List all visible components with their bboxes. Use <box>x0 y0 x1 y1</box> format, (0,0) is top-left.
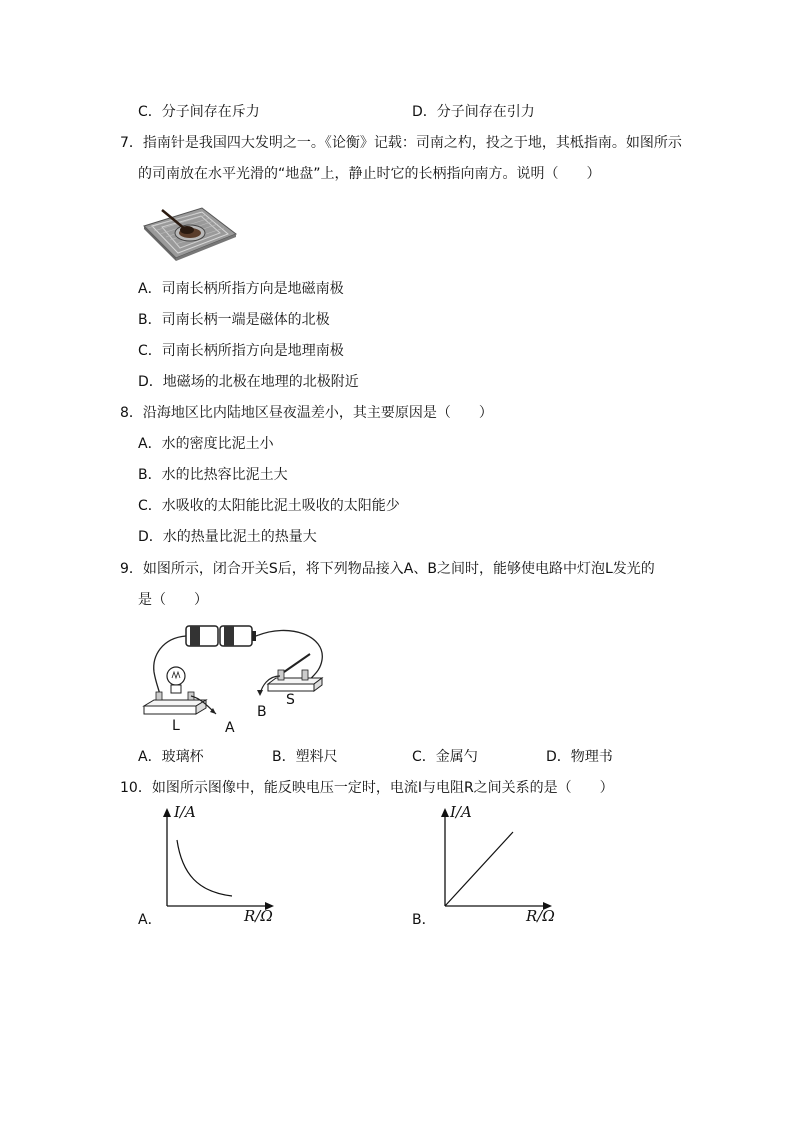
battery-icon <box>186 626 256 646</box>
graph-a-xlabel: R/Ω <box>244 907 273 925</box>
graph-a-ylabel: I/A <box>174 803 196 821</box>
q8-option-a: A．水的密度比泥土小 <box>138 436 274 452</box>
graph-b-ylabel: I/A <box>450 803 472 821</box>
q8-option-c: C．水吸收的太阳能比泥土吸收的太阳能少 <box>138 498 400 514</box>
q9-option-c: C．金属勺 <box>412 749 478 765</box>
q9-option-a: A．玻璃杯 <box>138 749 204 765</box>
circuit-label-switch: S <box>286 692 295 708</box>
q8-stem: 8．沿海地区比内陆地区昼夜温差小，其主要原因是（ ） <box>120 405 493 421</box>
circuit-label-b: B <box>257 704 267 720</box>
sinan-compass-figure <box>140 200 238 262</box>
q6-option-c: C．分子间存在斥力 <box>138 104 260 120</box>
q7-stem-line2: 的司南放在水平光滑的“地盘”上，静止时它的长柄指向南方。说明（ ） <box>138 166 601 182</box>
q9-stem-line2: 是（ ） <box>138 592 208 608</box>
graph-a-option: A． <box>138 912 162 928</box>
q7-option-a: A．司南长柄所指方向是地磁南极 <box>138 281 344 297</box>
circuit-figure <box>140 620 340 738</box>
q10-stem: 10．如图所示图像中，能反映电压一定时，电流I与电阻R之间关系的是（ ） <box>120 780 614 796</box>
q8-option-d: D．水的热量比泥土的热量大 <box>138 529 317 545</box>
circuit-label-a: A <box>225 720 235 736</box>
q9-stem-line1: 9．如图所示，闭合开关S后，将下列物品接入A、B之间时，能够使电路中灯泡L发光的 <box>120 561 655 577</box>
q7-option-b: B．司南长柄一端是磁体的北极 <box>138 312 330 328</box>
q7-stem-line1: 7．指南针是我国四大发明之一。《论衡》记载：司南之杓，投之于地，其柢指南。如图所示 <box>120 135 682 151</box>
q8-option-b: B．水的比热容比泥土大 <box>138 467 288 483</box>
q7-option-c: C．司南长柄所指方向是地理南极 <box>138 343 344 359</box>
graph-b-linear <box>428 808 558 912</box>
graph-b-xlabel: R/Ω <box>526 907 555 925</box>
q9-option-d: D．物理书 <box>546 749 613 765</box>
q9-option-b: B．塑料尺 <box>272 749 338 765</box>
graph-b-option: B． <box>412 912 436 928</box>
q6-option-d: D．分子间存在引力 <box>412 104 535 120</box>
q7-option-d: D．地磁场的北极在地理的北极附近 <box>138 374 359 390</box>
circuit-label-lamp: L <box>172 718 180 734</box>
graph-a-inverse <box>150 808 280 912</box>
